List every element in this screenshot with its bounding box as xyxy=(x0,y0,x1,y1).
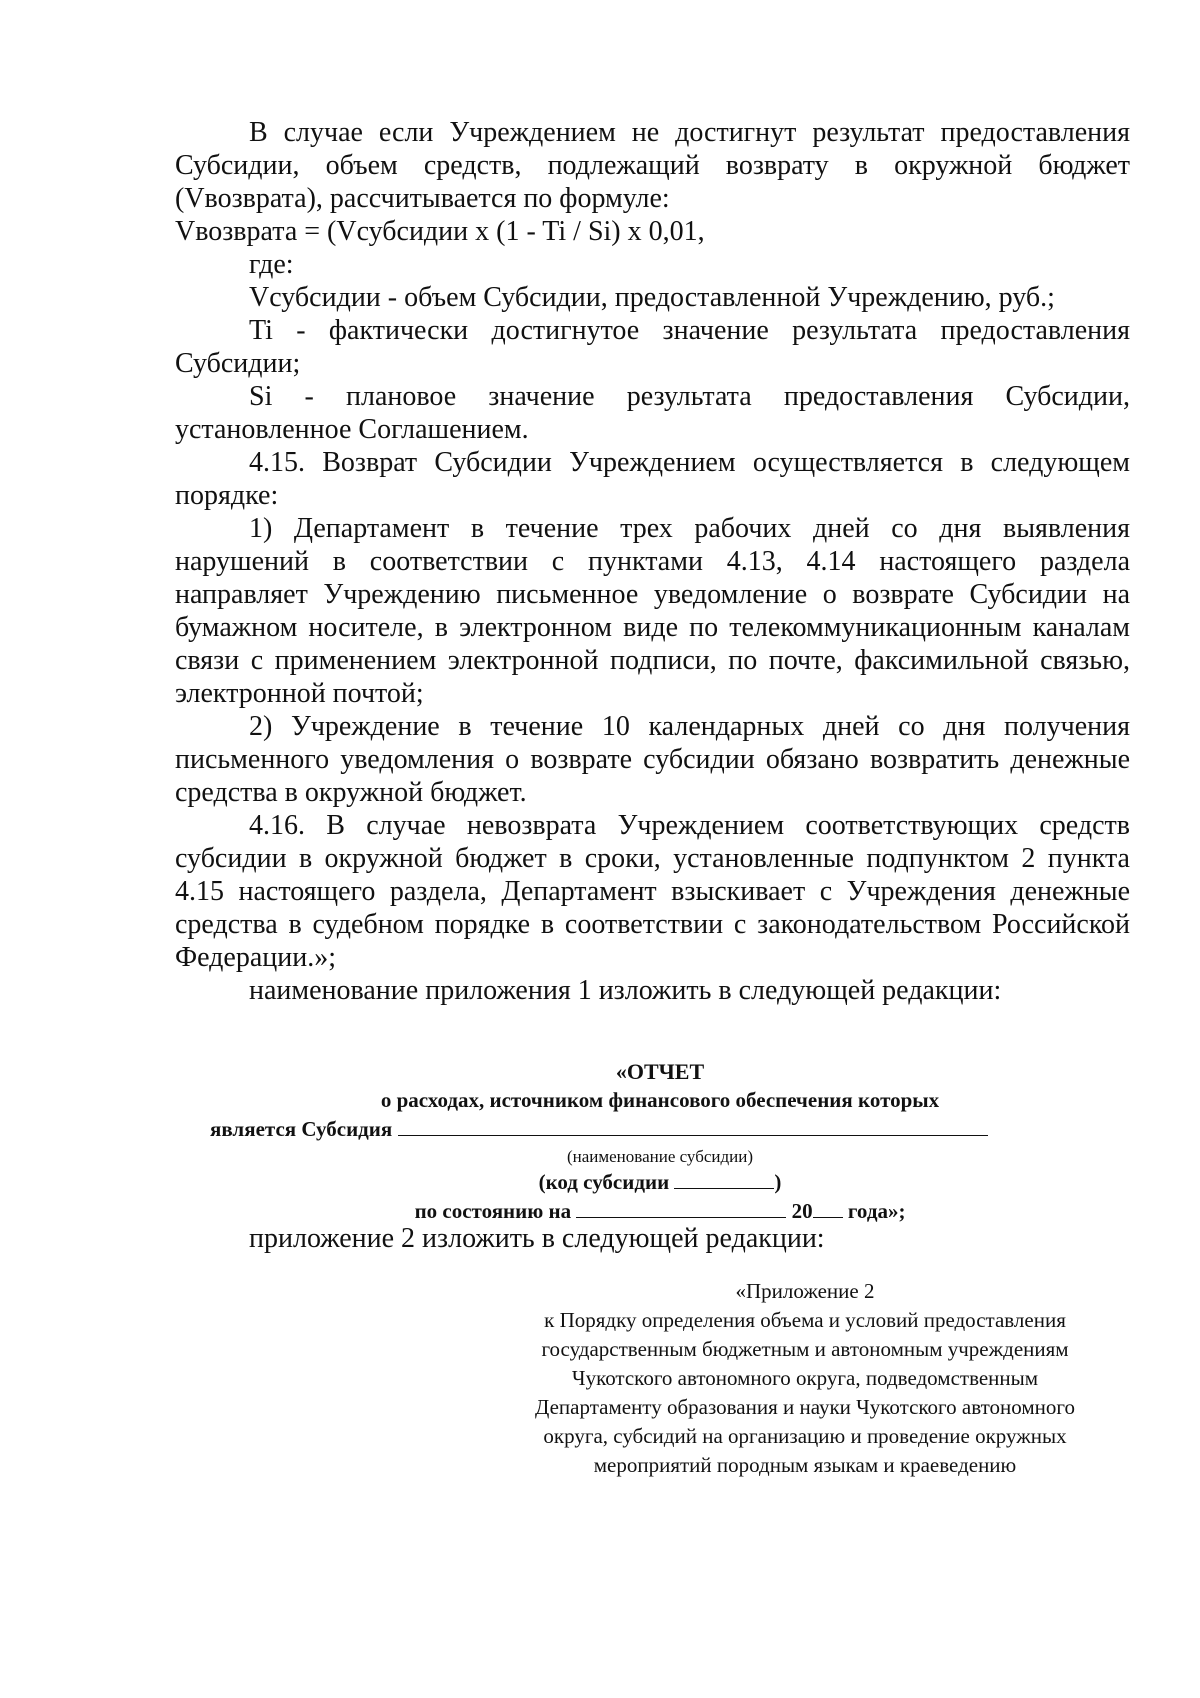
appendix-line-6: округа, субсидий на организацию и проведение окружных xyxy=(543,1424,1067,1448)
formula-where-label: где: xyxy=(249,249,294,280)
list-item-2: 2) Учреждение в течение 10 календарных дней со дня получения письменного уведомления о возврате субсидии обязано возвратить денежные средства в окружной бюджет. xyxy=(175,711,1130,808)
subsidy-name-note: (наименование субсидии) xyxy=(566,1147,754,1166)
state-date-blank xyxy=(576,1199,786,1218)
report-title: «ОТЧЕТ xyxy=(615,1059,705,1084)
report-heading xyxy=(210,1057,1110,1226)
year-prefix: 20 xyxy=(791,1199,813,1223)
definition-si: Si - плановое значение результата предоставления Субсидии, установленное Соглашением. xyxy=(175,381,1130,445)
year-suffix: года»; xyxy=(847,1199,906,1223)
paragraph-refund-intro: В случае если Учреждением не достигнут результат предоставления Субсидии, объем средств, подлежащий возврату в окружной бюджет (Vвозврата), рассчитывается по формуле: xyxy=(175,117,1130,214)
report-line-1: о расходах, источником финансового обеспечения которых xyxy=(380,1088,940,1112)
subsidy-code-suffix: ) xyxy=(774,1170,782,1194)
subsidy-name-blank xyxy=(398,1117,988,1136)
subsidy-code-prefix: (код субсидии xyxy=(538,1170,670,1194)
state-date-prefix: по состоянию на xyxy=(414,1199,572,1223)
definition-ti: Ti - фактически достигнутое значение результата предоставления Субсидии; xyxy=(175,315,1130,379)
list-item-1: 1) Департамент в течение трех рабочих дней со дня выявления нарушений в соответствии с пунктами 4.13, 4.14 настоящего раздела направляет Учреждению письменное уведомление о возврате Субсидии на бумажном носителе, в электронном виде по телекоммуникационным каналам связи с применением электронной подписи, по почте, факсимильной связью, электронной почтой; xyxy=(175,513,1130,709)
appendix-line-2: к Порядку определения объема и условий предоставления xyxy=(544,1308,1066,1332)
paragraph-4-15: 4.15. Возврат Субсидии Учреждением осуществляется в следующем порядке: xyxy=(175,447,1130,511)
report-subsidy-code xyxy=(210,1168,1110,1197)
appendix-line-5: Департаменту образования и науки Чукотского автономного xyxy=(535,1395,1075,1419)
year-blank xyxy=(813,1199,843,1218)
definition-v-subsidy: Vсубсидии - объем Субсидии, предоставленной Учреждению, руб.; xyxy=(249,282,1055,313)
report-line-2-text: является Субсидия xyxy=(210,1117,393,1141)
paragraph-appendix-1-name: наименование приложения 1 изложить в следующей редакции: xyxy=(249,975,1002,1006)
appendix-2-heading xyxy=(460,1277,1150,1480)
paragraph-4-16: 4.16. В случае невозврата Учреждением соответствующих средств субсидии в окружной бюджет в сроки, установленные подпунктом 2 пункта 4.15 настоящего раздела, Департамент взыскивает с Учреждения денежные средства в судебном порядке в соответствии с законодательством Российской Федерации.»; xyxy=(175,810,1130,973)
report-line-2 xyxy=(210,1115,1110,1144)
refund-formula: Vвозврата = (Vсубсидии x (1 - Ti / Si) x 0,01, xyxy=(175,216,705,247)
paragraph-appendix-2-intro: приложение 2 изложить в следующей редакции: xyxy=(249,1223,825,1254)
appendix-line-7: мероприятий породным языкам и краеведению xyxy=(593,1453,1017,1477)
document-body xyxy=(175,116,1130,1007)
appendix-line-3: государственным бюджетным и автономным учреждениям xyxy=(541,1337,1069,1361)
appendix-line-1: «Приложение 2 xyxy=(735,1279,875,1303)
subsidy-code-blank xyxy=(674,1170,774,1189)
appendix-line-4: Чукотского автономного округа, подведомственным xyxy=(571,1366,1039,1390)
